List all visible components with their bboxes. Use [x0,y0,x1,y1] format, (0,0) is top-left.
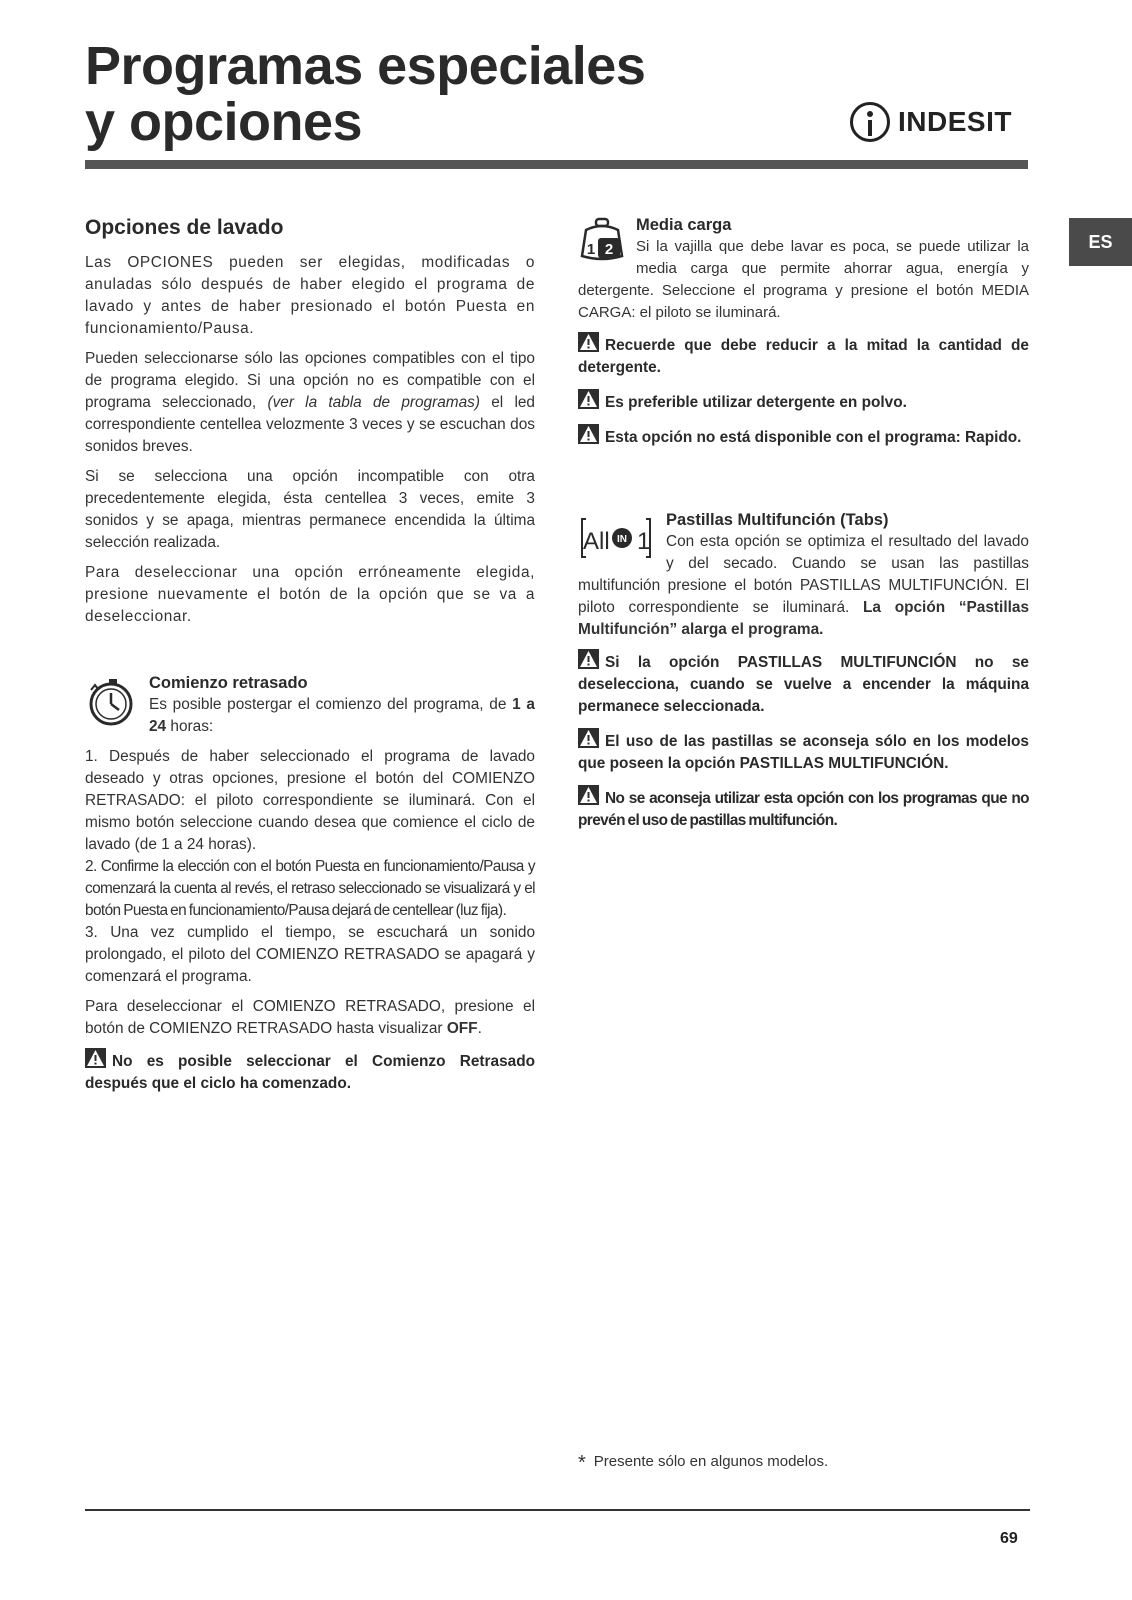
warning-icon [578,785,599,805]
footnote-text: Presente sólo en algunos modelos. [593,1453,829,1470]
multitab-warning-3-text: No se aconseja utilizar esta opción con los programas que no prevén el uso de pastillas multifunción. [578,790,1029,829]
right-column [578,214,1029,842]
multitab-heading: Pastillas Multifunción (Tabs) [666,511,889,529]
multitab-text-bold: La opción “Pastillas Multifunción” alarga el programa. [578,599,1030,638]
multitab-warning-1 [578,649,1029,718]
delay-step-3: 3. Una vez cumplido el tiempo, se escuchará un sonido prolongado, el piloto del COMIENZO RETRASADO se apagará y comenzará el programa. [85,924,535,985]
delay-timer-icon [85,676,137,735]
delay-deselect [85,996,535,1040]
warning-icon [578,649,599,669]
delay-deselect-end: . [477,1020,482,1037]
warning-icon [578,424,599,444]
half-load-warning-1 [578,332,1029,379]
delay-start-heading: Comienzo retrasado [149,674,308,692]
page-number: 69 [1000,1530,1018,1547]
delay-start-intro [85,694,535,738]
footer-divider [85,1509,1030,1511]
half-load-heading: Media carga [636,216,732,234]
section-heading-options: Opciones de lavado [85,216,284,239]
title-line-2: y opciones [85,92,363,152]
options-paragraph-4: Para deseleccionar una opción erróneamente elegida, presione nuevamente el botón de la opción que se va a deseleccionar. [85,564,535,625]
multitab-warning-3 [578,785,1029,832]
in-label: IN [617,534,627,545]
warning-icon [85,1048,106,1068]
brand-name: INDESIT [898,106,1012,137]
half-load-section [578,214,1029,449]
warning-icon [578,728,599,748]
footnote-asterisk: * [578,1452,586,1474]
half-load-icon [578,216,626,269]
header-divider [85,160,1028,169]
language-tab: ES [1069,218,1132,266]
delay-range: 1 a 24 [149,696,535,735]
delay-intro-text: Es posible postergar el comienzo del programa, de [149,696,513,713]
half-load-warning-1-text: Recuerde que debe reducir a la mitad la cantidad de detergente. [578,337,1029,376]
options-paragraph-2-text-b: el led correspondiente centellea velozmente 3 veces y se escuchan dos sonidos breves. [85,394,535,455]
svg-text:2: 2 [604,241,614,258]
multitab-warning-2-text: El uso de las pastillas se aconseja sólo en los modelos que poseen la opción PASTILLAS MULTIFUNCIÓN. [578,733,1029,772]
options-paragraph-3: Si se selecciona una opción incompatible con otra precedentemente elegida, ésta centellea 3 veces, emite 3 sonidos y se apaga, mientras permanece encendida la última selección realizada. [85,468,535,551]
left-column [85,214,535,1105]
brand-logo [850,98,1030,146]
delay-intro-end: horas: [166,718,214,735]
svg-text:1: 1 [586,241,596,258]
multitab-section [578,509,1029,832]
programs-table-reference: (ver la tabla de programas) [267,394,481,411]
delay-off-label: OFF [446,1020,478,1037]
half-load-warning-3-text: Esta opción no está disponible con el programa: Rapido. [605,429,1022,446]
page-title [85,38,645,150]
footnote [578,1452,828,1475]
all-label: All [583,528,610,555]
options-paragraph-1: Las OPCIONES pueden ser elegidas, modificadas o anuladas sólo después de haber elegido el programa de lavado y antes de haber presionado el botón Puesta en funcionamiento/Pausa. [85,254,535,337]
warning-icon [578,332,599,352]
indesit-logo-icon [850,102,890,142]
multitab-warning-1-text: Si la opción PASTILLAS MULTIFUNCIÓN no se deselecciona, cuando se vuelve a encender la máquina permanece seleccionada. [578,654,1029,715]
warning-icon [578,389,599,409]
options-paragraph-2 [85,348,535,458]
half-load-warning-2-text: Es preferible utilizar detergente en polvo. [605,394,907,411]
half-load-warning-3 [578,424,1029,449]
multitab-text-body: Con esta opción se optimiza el resultado del lavado y del secado. Cuando se usan las pastillas multifunción presione el botón PASTILLAS MULTIFUNCIÓN. El piloto correspondiente se iluminará. [578,533,1029,616]
one-label: 1 [637,528,651,555]
all-in-one-icon [578,517,654,566]
multitab-warning-2 [578,728,1029,775]
options-paragraph-2-text-a: Pueden seleccionarse sólo las opciones compatibles con el tipo de programa elegido. Si una opción no es compatible con el programa seleccionado, [85,350,535,411]
delay-warning-text: No es posible seleccionar el Comienzo Retrasado después que el ciclo ha comenzado. [85,1053,535,1092]
delay-step-2: 2. Confirme la elección con el botón Puesta en funcionamiento/Pausa y comenzará la cuenta al revés, el retraso seleccionado se visualizará y el botón Puesta en funcionamiento/Pausa dejará de centellear (luz fija). [85,858,535,919]
delay-step-1: 1. Después de haber seleccionado el programa de lavado deseado y otras opciones, presione el botón del COMIENZO RETRASADO: el piloto correspondiente se iluminará. Con el mismo botón seleccione cuando desea que comience el ciclo de lavado (de 1 a 24 horas). [85,748,535,853]
half-load-text: Si la vajilla que debe lavar es poca, se puede utilizar la media carga que permite ahorrar agua, energía y detergente. Seleccione el programa y presione el botón MEDIA CARGA: el piloto se iluminará. [578,238,1029,321]
delay-warning [85,1048,535,1095]
delay-deselect-text: Para deseleccionar el COMIENZO RETRASADO, presione el botón de COMIENZO RETRASADO hasta visualizar [85,998,535,1037]
title-line-1: Programas especiales [85,36,646,96]
half-load-warning-2 [578,389,1029,414]
delay-start-section [85,672,535,1095]
